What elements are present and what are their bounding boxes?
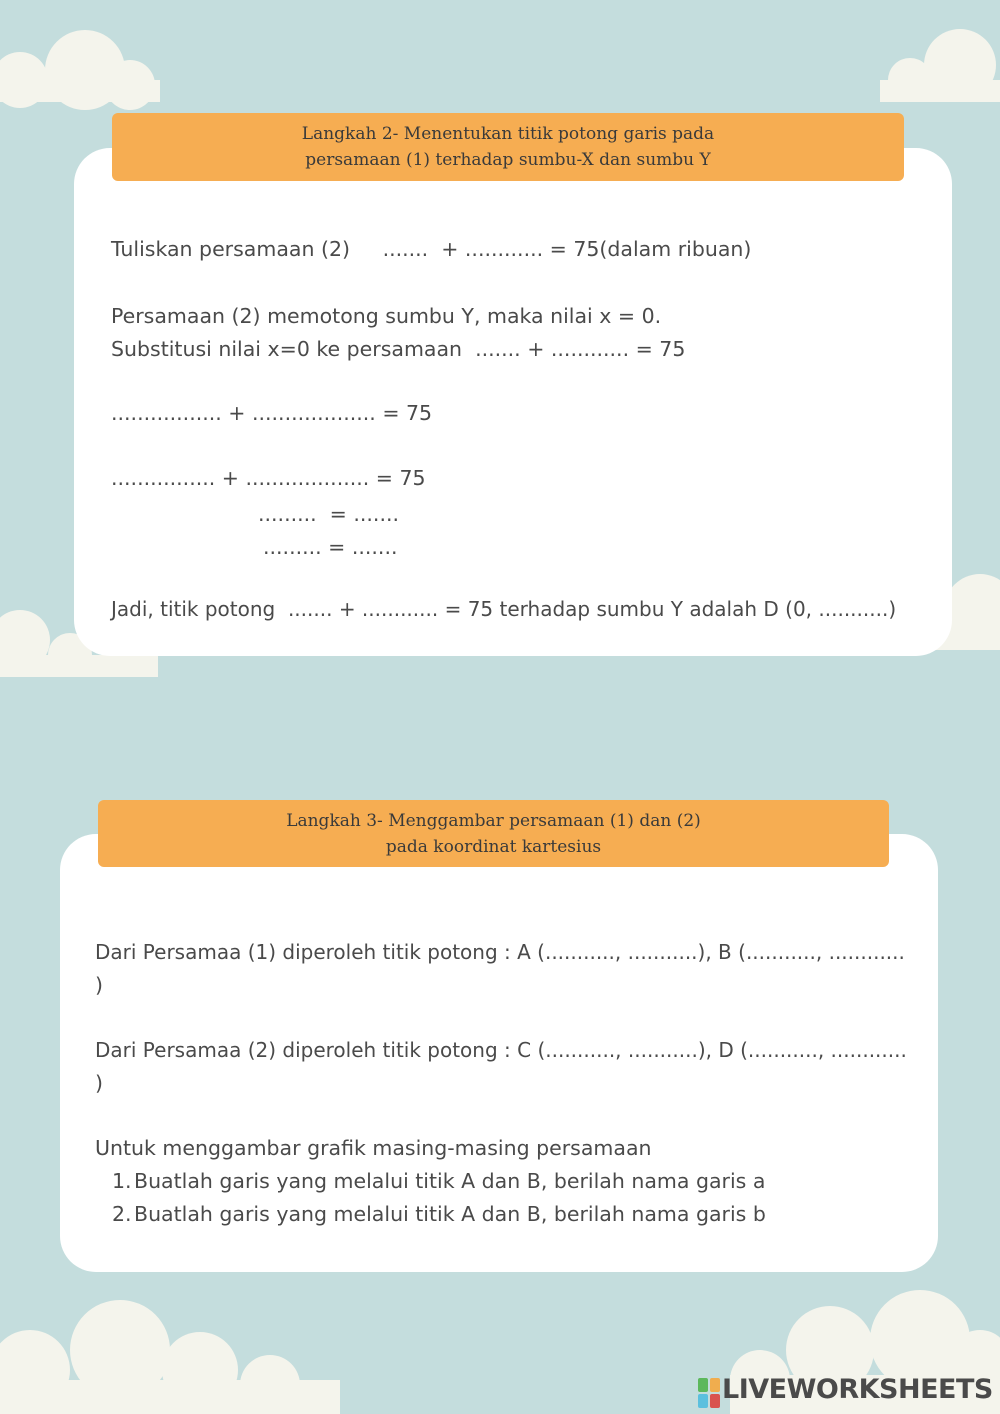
- step3-banner-line2: pada koordinat kartesius: [385, 837, 602, 857]
- list-item-text: Buatlah garis yang melalui titik A dan B, berilah nama garis b: [134, 1202, 766, 1226]
- step3-banner: [98, 800, 889, 867]
- liveworksheets-logo-icon: [698, 1378, 720, 1408]
- step3-line: Dari Persamaa (1) diperoleh titik potong : A (..........., ...........), B (..........., ............: [95, 940, 905, 964]
- step2-line: ................ + ................... = 75: [111, 466, 426, 490]
- list-item-number: 1.: [112, 1169, 132, 1193]
- list-item-text: Buatlah garis yang melalui titik A dan B, berilah nama garis a: [134, 1169, 766, 1193]
- step3-line: Untuk menggambar grafik masing-masing persamaan: [95, 1136, 652, 1160]
- step2-line: Jadi, titik potong ....... + ............ = 75 terhadap sumbu Y adalah D (0, ...........): [111, 597, 897, 621]
- liveworksheets-brand[interactable]: LIVEWORKSHEETS: [722, 1374, 993, 1405]
- cloud-bottom-left: [0, 1290, 340, 1414]
- step3-line: Dari Persamaa (2) diperoleh titik potong : C (..........., ...........), D (..........., ............: [95, 1038, 907, 1062]
- step3-line: ): [95, 973, 103, 997]
- step2-banner-line1: Langkah 2- Menentukan titik potong garis pada: [301, 124, 715, 144]
- step3-line: ): [95, 1071, 103, 1095]
- step3-banner-line1: Langkah 3- Menggambar persamaan (1) dan (2): [286, 811, 701, 831]
- step2-line: Tuliskan persamaan (2) ....... + ............ = 75(dalam ribuan): [111, 237, 752, 261]
- step2-line: ................. + ................... = 75: [111, 401, 433, 425]
- step2-banner: [112, 113, 904, 181]
- cloud-top-left: [0, 20, 170, 110]
- step2-line: ......... = .......: [258, 502, 399, 526]
- step2-line: Substitusi nilai x=0 ke persamaan ....... + ............ = 75: [111, 337, 686, 361]
- list-item-number: 2.: [112, 1202, 132, 1226]
- step2-line: Persamaan (2) memotong sumbu Y, maka nilai x = 0.: [111, 304, 662, 328]
- cloud-top-right: [860, 25, 1000, 105]
- step2-banner-line2: persamaan (1) terhadap sumbu-X dan sumbu Y: [305, 150, 711, 170]
- step2-line: ......... = .......: [263, 535, 398, 559]
